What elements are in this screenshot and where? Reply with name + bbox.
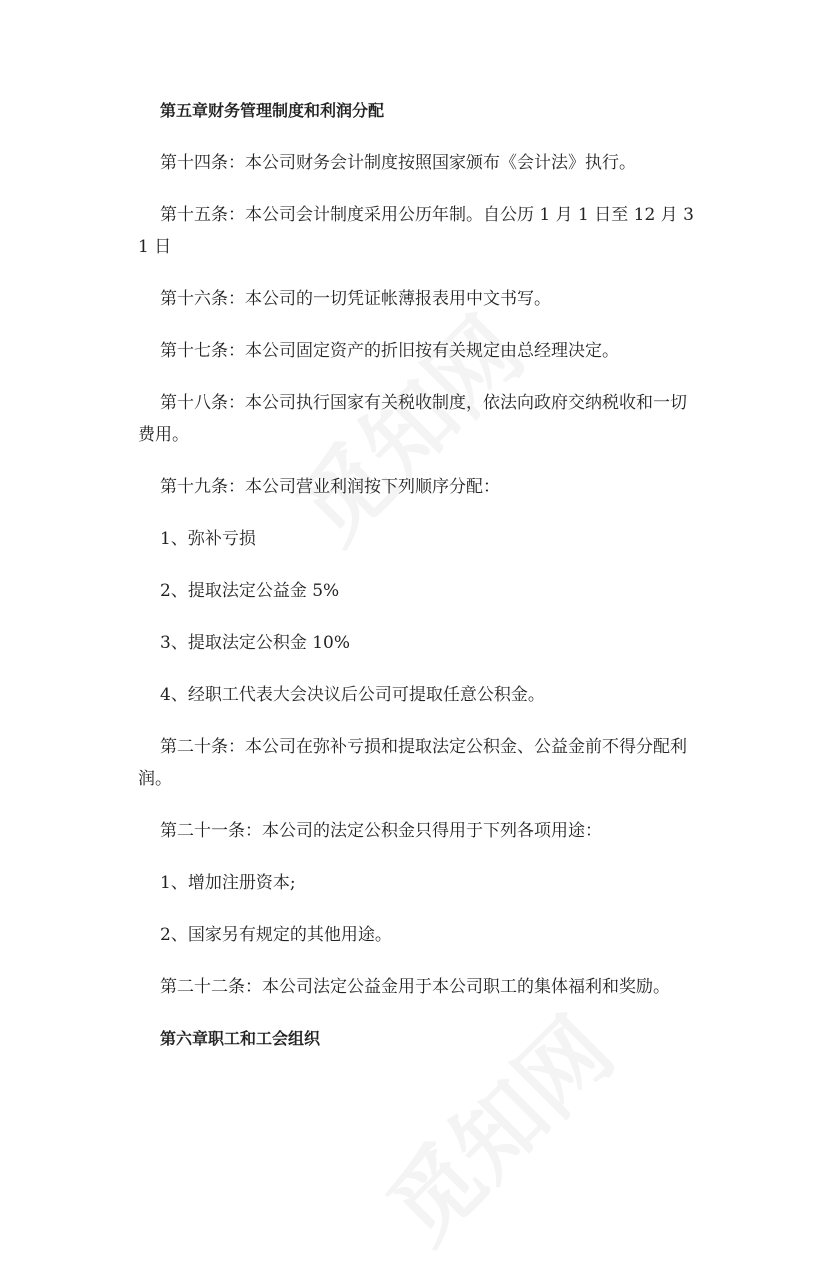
article-paragraph: 第十九条：本公司营业利润按下列顺序分配： — [160, 477, 500, 497]
list-item: 2、国家另有规定的其他用途。 — [160, 925, 392, 945]
article-paragraph: 第二十条：本公司在弥补亏损和提取法定公积金、公益金前不得分配利润。 — [138, 737, 687, 789]
article-paragraph: 第十八条：本公司执行国家有关税收制度，依法向政府交纳税收和一切费用。 — [138, 393, 687, 445]
article-paragraph: 第十七条：本公司固定资产的折旧按有关规定由总经理决定。 — [160, 341, 619, 361]
article-paragraph: 第二十二条：本公司法定公益金用于本公司职工的集体福利和奖励。 — [160, 977, 670, 997]
list-item: 1、弥补亏损 — [160, 529, 256, 549]
chapter-heading: 第六章职工和工会组织 — [160, 1029, 321, 1048]
list-item: 3、提取法定公积金 10% — [160, 633, 351, 653]
chapter-heading: 第五章财务管理制度和利润分配 — [160, 101, 385, 120]
list-item: 4、经职工代表大会决议后公司可提取任意公积金。 — [160, 685, 545, 705]
list-item: 2、提取法定公益金 5% — [160, 581, 340, 601]
article-paragraph: 第十四条：本公司财务会计制度按照国家颁布《会计法》执行。 — [160, 153, 636, 173]
article-paragraph: 第二十一条：本公司的法定公积金只得用于下列各项用途： — [160, 821, 602, 841]
list-item: 1、增加注册资本; — [160, 873, 296, 893]
document-body — [138, 95, 694, 1075]
article-paragraph: 第十五条：本公司会计制度采用公历年制。自公历 1 月 1 日至 12 月 31 日 — [138, 205, 694, 257]
article-paragraph: 第十六条：本公司的一切凭证帐薄报表用中文书写。 — [160, 289, 551, 309]
